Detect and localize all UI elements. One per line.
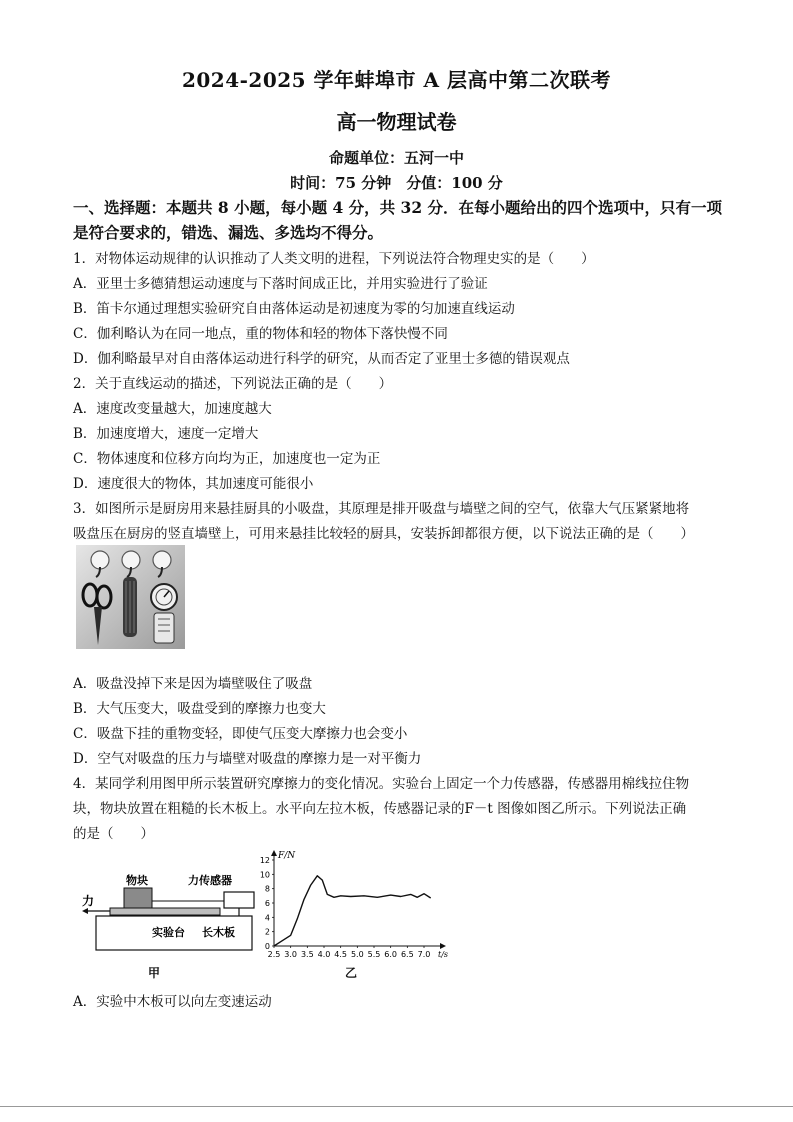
x-tick-label: 5.0 [350,950,364,959]
q1-option-d: D．伽利略最早对自由落体运动进行科学的研究，从而否定了亚里士多德的错误观点 [73,351,570,367]
y-tick-label: 12 [259,856,270,865]
board-label: 长木板 [202,926,235,939]
section1-line1: 一、选择题：本题共 8 小题，每小题 4 分，共 32 分．在每小题给出的四个选项中，只有一项 [73,198,723,217]
suction-hooks-photo [76,545,185,649]
force-label: 力 [82,894,95,908]
q4-option-a: A．实验中木板可以向左变速运动 [73,994,272,1010]
q2-option-d: D．速度很大的物体，其加速度可能很小 [73,476,314,492]
x-tick-label: 7.0 [417,950,431,959]
block-label: 物块 [126,874,148,887]
y-axis-label: F/N [278,851,296,861]
sensor-label: 力传感器 [188,874,232,887]
y-tick-label: 8 [264,884,270,894]
q1-stem: 1．对物体运动规律的认识推动了人类文明的进程，下列说法符合物理史实的是（ ） [73,251,595,267]
section1-line2: 是符合要求的，错选、漏选、多选均不得分。 [73,223,384,242]
q4-stem-line3: 的是（ ） [73,826,154,842]
x-axis-label: t/s [438,950,449,959]
q3-option-b: B．大气压变大，吸盘受到的摩擦力也变大 [73,701,326,717]
q1-option-b: B．笛卡尔通过理想实验研究自由落体运动是初速度为零的匀加速直线运动 [73,301,515,317]
q4-stem-line1: 4．某同学利用图甲所示装置研究摩擦力的变化情况。实验台上固定一个力传感器，传感器用棉线拉住物 [73,776,690,792]
force-curve [274,876,431,946]
y-tick-label: 4 [264,913,270,923]
q3-option-a: A．吸盘没掉下来是因为墙壁吸住了吸盘 [73,676,313,692]
table-label: 实验台 [152,926,185,939]
x-axis-arrow [440,943,446,949]
x-tick-label: 6.5 [400,950,414,959]
y-tick-label: 2 [264,927,270,937]
exam-subtitle: 高一物理试卷 [336,110,457,134]
q4-stem-line2: 块，物块放置在粗糙的长木板上。水平向左拉木板，传感器记录的F－t 图像如图乙所示。下列说法正确 [73,801,687,817]
q3-stem-line2: 吸盘压在厨房的竖直墙壁上，可用来悬挂比较轻的厨具，安装拆卸都很方便，以下说法正确的是（ ） [73,526,694,542]
x-tick-label: 5.5 [367,950,381,959]
x-tick-label: 6.0 [384,950,398,959]
time-score: 时间：75 分钟 分值：100 分 [290,174,503,192]
apparatus-diagram [76,858,256,958]
author-unit: 命题单位：五河一中 [328,149,464,167]
q2-option-a: A．速度改变量越大，加速度越大 [73,401,272,417]
y-tick-label: 0 [264,942,270,951]
q3-option-d: D．空气对吸盘的压力与墙壁对吸盘的摩擦力是一对平衡力 [73,751,422,767]
force-time-chart [258,848,454,978]
q2-option-b: B．加速度增大，速度一定增大 [73,426,259,442]
q2-stem: 2．关于直线运动的描述，下列说法正确的是（ ） [73,376,393,392]
x-tick-label: 4.5 [334,950,348,959]
fig-a-caption: 甲 [148,966,161,980]
exam-title: 2024-2025 学年蚌埠市 A 层高中第二次联考 [181,68,612,92]
fig-b-caption: 乙 [345,966,358,980]
y-axis-arrow [271,850,277,856]
q2-option-c: C．物体速度和位移方向均为正，加速度也一定为正 [73,451,381,467]
q1-option-a: A．亚里士多德猜想运动速度与下落时间成正比，并用实验进行了验证 [73,276,488,292]
y-tick-label: 10 [259,870,270,880]
page-bottom-rule [0,1106,793,1107]
y-tick-label: 6 [264,899,270,908]
x-tick-label: 2.5 [267,950,281,959]
q3-option-c: C．吸盘下挂的重物变轻，即使气压变大摩擦力也会变小 [73,726,408,742]
x-tick-label: 3.0 [284,950,298,959]
q1-option-c: C．伽利略认为在同一地点，重的物体和轻的物体下落快慢不同 [73,326,448,342]
q3-stem-line1: 3．如图所示是厨房用来悬挂厨具的小吸盘，其原理是排开吸盘与墙壁之间的空气，依靠大气压紧紧地将 [73,501,690,517]
x-tick-label: 4.0 [317,950,331,959]
x-tick-label: 3.5 [300,950,314,959]
